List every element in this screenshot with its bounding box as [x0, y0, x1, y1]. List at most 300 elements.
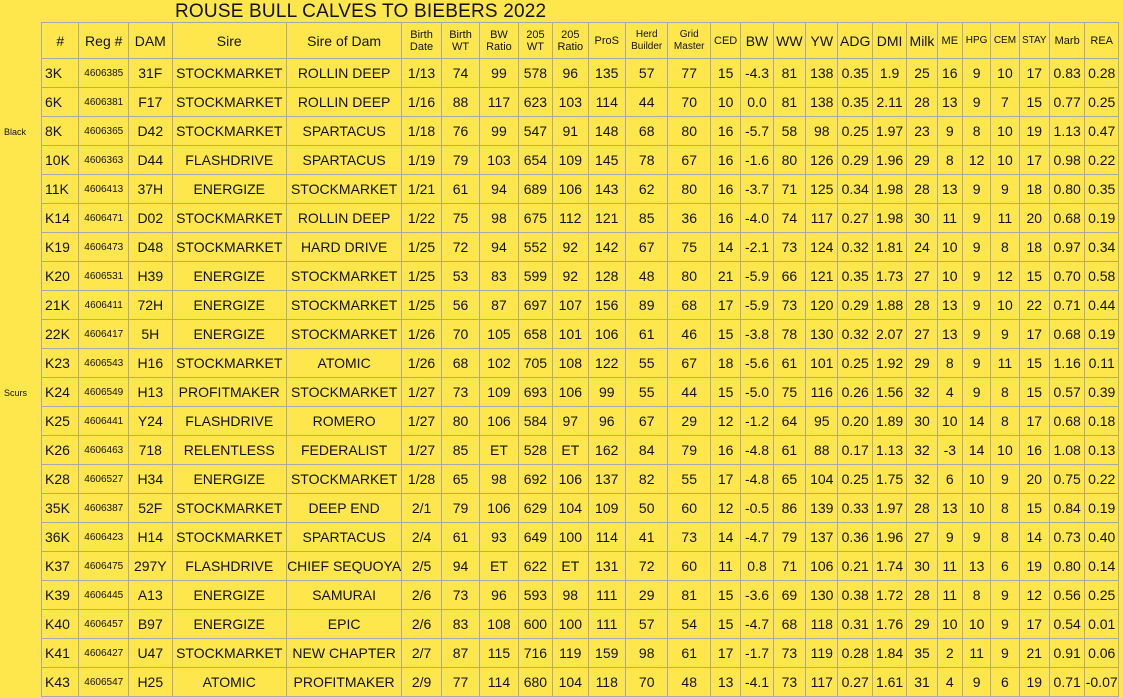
cell-number: K28	[42, 465, 79, 494]
cell-205-wt: 578	[518, 59, 552, 88]
cell-ww: 61	[773, 436, 805, 465]
col-header-stay: STAY	[1019, 23, 1049, 59]
cell-me: 13	[937, 291, 962, 320]
cell-hpg: 9	[962, 349, 990, 378]
cell-stay: 17	[1019, 320, 1049, 349]
cell-205-wt: 622	[518, 552, 552, 581]
cell-marb: 0.83	[1049, 59, 1084, 88]
cell-me: 4	[937, 378, 962, 407]
cell-grid-master: 73	[668, 523, 711, 552]
cell-birth-date: 2/6	[402, 581, 441, 610]
cell-hpg: 14	[962, 407, 990, 436]
cell-cem: 10	[991, 291, 1019, 320]
cell-cem: 8	[991, 378, 1019, 407]
cell-birth-date: 1/16	[402, 88, 441, 117]
cell-205-wt: 716	[518, 639, 552, 668]
cell-marb: 0.73	[1049, 523, 1084, 552]
table-row	[42, 378, 1119, 407]
cell-bw: -5.6	[741, 349, 773, 378]
cell-205-wt: 693	[518, 378, 552, 407]
cell-ced: 15	[710, 378, 740, 407]
cell-bw: -2.1	[741, 233, 773, 262]
cell-dmi: 1.98	[872, 175, 906, 204]
cell-205-ratio: 106	[553, 465, 588, 494]
cell-sire-of-dam: SPARTACUS	[286, 117, 401, 146]
cell-bw: -4.7	[741, 523, 773, 552]
cell-pros: 148	[588, 117, 625, 146]
cell-ww: 75	[773, 378, 805, 407]
cell-ced: 18	[710, 349, 740, 378]
cell-milk: 29	[907, 610, 937, 639]
cell-milk: 30	[907, 204, 937, 233]
cell-205-ratio: 98	[553, 581, 588, 610]
cell-birth-wt: 75	[441, 204, 479, 233]
cell-ced: 15	[710, 581, 740, 610]
cell-stay: 17	[1019, 407, 1049, 436]
cell-205-ratio: 107	[553, 291, 588, 320]
sheet-title: ROUSE BULL CALVES TO BIEBERS 2022	[175, 1, 547, 22]
cell-me: 10	[937, 233, 962, 262]
cell-adg: 0.27	[838, 204, 872, 233]
cell-cem: 10	[991, 146, 1019, 175]
cell-herd-builder: 85	[625, 204, 668, 233]
cell-adg: 0.36	[838, 523, 872, 552]
cell-bw: -3.8	[741, 320, 773, 349]
cell-dam: H39	[129, 262, 173, 291]
cell-ww: 64	[773, 407, 805, 436]
cell-adg: 0.29	[838, 146, 872, 175]
table-row	[42, 262, 1119, 291]
cell-stay: 14	[1019, 523, 1049, 552]
cell-hpg: 9	[962, 320, 990, 349]
cell-number: K23	[42, 349, 79, 378]
col-header-herd-builder: Herd Builder	[625, 23, 668, 59]
cell-number: 36K	[42, 523, 79, 552]
cell-sire: STOCKMARKET	[172, 117, 286, 146]
cell-pros: 135	[588, 59, 625, 88]
col-header-sire: Sire	[172, 23, 286, 59]
col-header-pros: ProS	[588, 23, 625, 59]
col-header-sire-of-dam: Sire of Dam	[286, 23, 401, 59]
cell-stay: 12	[1019, 581, 1049, 610]
cell-marb: 0.54	[1049, 610, 1084, 639]
cell-me: 13	[937, 88, 962, 117]
cell-dmi: 1.98	[872, 204, 906, 233]
cell-sire: STOCKMARKET	[172, 639, 286, 668]
cell-stay: 18	[1019, 233, 1049, 262]
cell-stay: 15	[1019, 262, 1049, 291]
cell-sire: STOCKMARKET	[172, 233, 286, 262]
cell-sire-of-dam: ROLLIN DEEP	[286, 88, 401, 117]
cell-grid-master: 36	[668, 204, 711, 233]
cell-dmi: 1.9	[872, 59, 906, 88]
cell-reg: 4606475	[79, 552, 129, 581]
cell-bw: -0.5	[741, 494, 773, 523]
cell-rea: 0.01	[1085, 610, 1119, 639]
cell-milk: 35	[907, 639, 937, 668]
cell-birth-date: 1/27	[402, 407, 441, 436]
cell-adg: 0.21	[838, 552, 872, 581]
cell-bw-ratio: 83	[480, 262, 518, 291]
cell-sire: STOCKMARKET	[172, 88, 286, 117]
cell-birth-date: 2/7	[402, 639, 441, 668]
cell-yw: 119	[806, 639, 838, 668]
cell-number: K24	[42, 378, 79, 407]
calves-table	[41, 22, 1119, 697]
table-row	[42, 320, 1119, 349]
cell-me: 16	[937, 59, 962, 88]
cell-stay: 19	[1019, 552, 1049, 581]
cell-205-ratio: 96	[553, 59, 588, 88]
cell-pros: 114	[588, 88, 625, 117]
cell-bw: -4.3	[741, 59, 773, 88]
cell-marb: 0.80	[1049, 552, 1084, 581]
cell-ww: 81	[773, 88, 805, 117]
cell-me: 4	[937, 668, 962, 697]
cell-sire: ENERGIZE	[172, 291, 286, 320]
cell-ced: 14	[710, 523, 740, 552]
cell-bw-ratio: 93	[480, 523, 518, 552]
cell-number: 11K	[42, 175, 79, 204]
cell-adg: 0.20	[838, 407, 872, 436]
cell-me: 11	[937, 581, 962, 610]
cell-bw: -4.8	[741, 465, 773, 494]
cell-dam: 718	[129, 436, 173, 465]
table-row	[42, 117, 1119, 146]
cell-reg: 4606417	[79, 320, 129, 349]
table-row	[42, 233, 1119, 262]
cell-dam: H14	[129, 523, 173, 552]
cell-reg: 4606445	[79, 581, 129, 610]
cell-pros: 111	[588, 610, 625, 639]
cell-adg: 0.34	[838, 175, 872, 204]
cell-ww: 69	[773, 581, 805, 610]
cell-birth-date: 2/9	[402, 668, 441, 697]
cell-ww: 74	[773, 204, 805, 233]
cell-bw: 0.0	[741, 88, 773, 117]
cell-sire-of-dam: STOCKMARKET	[286, 291, 401, 320]
cell-number: K37	[42, 552, 79, 581]
cell-dam: 52F	[129, 494, 173, 523]
cell-herd-builder: 70	[625, 668, 668, 697]
cell-dmi: 1.81	[872, 233, 906, 262]
cell-sire: ENERGIZE	[172, 262, 286, 291]
cell-rea: 0.25	[1085, 88, 1119, 117]
cell-herd-builder: 55	[625, 349, 668, 378]
cell-pros: 162	[588, 436, 625, 465]
cell-cem: 8	[991, 407, 1019, 436]
cell-dmi: 1.84	[872, 639, 906, 668]
cell-grid-master: 60	[668, 552, 711, 581]
cell-yw: 98	[806, 117, 838, 146]
cell-number: K25	[42, 407, 79, 436]
cell-sire: ENERGIZE	[172, 610, 286, 639]
cell-grid-master: 29	[668, 407, 711, 436]
cell-me: 10	[937, 407, 962, 436]
cell-bw: -4.1	[741, 668, 773, 697]
cell-hpg: 9	[962, 523, 990, 552]
cell-bw: -1.6	[741, 146, 773, 175]
table-row	[42, 175, 1119, 204]
col-header-number: #	[42, 23, 79, 59]
cell-number: K40	[42, 610, 79, 639]
cell-milk: 30	[907, 552, 937, 581]
cell-205-wt: 705	[518, 349, 552, 378]
cell-sire: STOCKMARKET	[172, 523, 286, 552]
cell-herd-builder: 55	[625, 378, 668, 407]
cell-sire: ENERGIZE	[172, 175, 286, 204]
cell-herd-builder: 44	[625, 88, 668, 117]
cell-grid-master: 60	[668, 494, 711, 523]
cell-birth-wt: 80	[441, 407, 479, 436]
cell-birth-date: 1/22	[402, 204, 441, 233]
cell-reg: 4606427	[79, 639, 129, 668]
table-row	[42, 494, 1119, 523]
cell-bw-ratio: 114	[480, 668, 518, 697]
cell-milk: 32	[907, 436, 937, 465]
cell-reg: 4606441	[79, 407, 129, 436]
cell-grid-master: 67	[668, 349, 711, 378]
cell-ced: 14	[710, 233, 740, 262]
cell-205-wt: 680	[518, 668, 552, 697]
cell-yw: 130	[806, 320, 838, 349]
cell-dam: 5H	[129, 320, 173, 349]
cell-bw: -4.7	[741, 610, 773, 639]
cell-sire-of-dam: SPARTACUS	[286, 523, 401, 552]
cell-rea: 0.40	[1085, 523, 1119, 552]
cell-dmi: 1.92	[872, 349, 906, 378]
cell-205-ratio: ET	[553, 436, 588, 465]
col-header-birth-wt: Birth WT	[441, 23, 479, 59]
cell-sire: FLASHDRIVE	[172, 552, 286, 581]
table-row	[42, 204, 1119, 233]
col-header-205-wt: 205 WT	[518, 23, 552, 59]
cell-number: 6K	[42, 88, 79, 117]
cell-cem: 9	[991, 320, 1019, 349]
cell-number: K39	[42, 581, 79, 610]
cell-cem: 10	[991, 59, 1019, 88]
cell-rea: 0.44	[1085, 291, 1119, 320]
cell-205-ratio: 97	[553, 407, 588, 436]
cell-dam: D44	[129, 146, 173, 175]
col-header-hpg: HPG	[962, 23, 990, 59]
cell-me: 13	[937, 494, 962, 523]
cell-number: 21K	[42, 291, 79, 320]
cell-cem: 10	[991, 117, 1019, 146]
cell-ww: 73	[773, 291, 805, 320]
cell-stay: 15	[1019, 378, 1049, 407]
side-label-black: Black	[4, 127, 27, 137]
cell-milk: 27	[907, 523, 937, 552]
cell-sire-of-dam: STOCKMARKET	[286, 320, 401, 349]
cell-dmi: 1.13	[872, 436, 906, 465]
cell-hpg: 13	[962, 552, 990, 581]
header-row	[42, 23, 1119, 59]
cell-dmi: 1.56	[872, 378, 906, 407]
cell-birth-date: 1/26	[402, 349, 441, 378]
cell-birth-wt: 68	[441, 349, 479, 378]
cell-pros: 106	[588, 320, 625, 349]
col-header-dmi: DMI	[872, 23, 906, 59]
cell-sire-of-dam: STOCKMARKET	[286, 175, 401, 204]
cell-grid-master: 70	[668, 88, 711, 117]
cell-sire: ENERGIZE	[172, 465, 286, 494]
cell-hpg: 9	[962, 88, 990, 117]
cell-marb: 0.80	[1049, 175, 1084, 204]
cell-yw: 125	[806, 175, 838, 204]
cell-milk: 29	[907, 146, 937, 175]
cell-hpg: 9	[962, 378, 990, 407]
cell-adg: 0.32	[838, 233, 872, 262]
cell-bw-ratio: 103	[480, 146, 518, 175]
table-row	[42, 610, 1119, 639]
cell-birth-wt: 61	[441, 175, 479, 204]
cell-me: 9	[937, 523, 962, 552]
cell-birth-date: 1/27	[402, 436, 441, 465]
cell-adg: 0.35	[838, 59, 872, 88]
cell-reg: 4606411	[79, 291, 129, 320]
cell-milk: 28	[907, 291, 937, 320]
cell-ww: 71	[773, 552, 805, 581]
col-header-yw: YW	[806, 23, 838, 59]
cell-205-wt: 658	[518, 320, 552, 349]
cell-ww: 73	[773, 668, 805, 697]
cell-205-wt: 552	[518, 233, 552, 262]
cell-205-ratio: 101	[553, 320, 588, 349]
cell-yw: 120	[806, 291, 838, 320]
cell-stay: 16	[1019, 436, 1049, 465]
cell-dam: 297Y	[129, 552, 173, 581]
cell-marb: 0.68	[1049, 320, 1084, 349]
table-row	[42, 407, 1119, 436]
cell-dam: H16	[129, 349, 173, 378]
cell-grid-master: 54	[668, 610, 711, 639]
cell-ced: 16	[710, 175, 740, 204]
cell-205-wt: 629	[518, 494, 552, 523]
col-header-dam: DAM	[129, 23, 173, 59]
cell-grid-master: 80	[668, 117, 711, 146]
cell-yw: 126	[806, 146, 838, 175]
cell-pros: 159	[588, 639, 625, 668]
cell-yw: 124	[806, 233, 838, 262]
cell-205-ratio: ET	[553, 552, 588, 581]
cell-sire: PROFITMAKER	[172, 378, 286, 407]
cell-dmi: 1.96	[872, 523, 906, 552]
cell-adg: 0.35	[838, 88, 872, 117]
cell-stay: 22	[1019, 291, 1049, 320]
col-header-reg: Reg #	[79, 23, 129, 59]
cell-hpg: 9	[962, 262, 990, 291]
cell-sire-of-dam: FEDERALIST	[286, 436, 401, 465]
cell-hpg: 12	[962, 146, 990, 175]
cell-reg: 4606543	[79, 349, 129, 378]
cell-cem: 7	[991, 88, 1019, 117]
cell-hpg: 9	[962, 233, 990, 262]
cell-hpg: 9	[962, 175, 990, 204]
cell-bw-ratio: ET	[480, 552, 518, 581]
cell-me: 13	[937, 175, 962, 204]
cell-bw-ratio: 102	[480, 349, 518, 378]
cell-herd-builder: 50	[625, 494, 668, 523]
cell-hpg: 8	[962, 581, 990, 610]
cell-ced: 15	[710, 610, 740, 639]
cell-herd-builder: 72	[625, 552, 668, 581]
cell-205-ratio: 112	[553, 204, 588, 233]
cell-birth-wt: 74	[441, 59, 479, 88]
cell-ww: 61	[773, 349, 805, 378]
cell-birth-date: 2/5	[402, 552, 441, 581]
cell-yw: 106	[806, 552, 838, 581]
cell-ced: 16	[710, 204, 740, 233]
cell-yw: 101	[806, 349, 838, 378]
cell-rea: 0.47	[1085, 117, 1119, 146]
cell-grid-master: 44	[668, 378, 711, 407]
cell-adg: 0.17	[838, 436, 872, 465]
cell-dam: U47	[129, 639, 173, 668]
cell-adg: 0.32	[838, 320, 872, 349]
cell-herd-builder: 61	[625, 320, 668, 349]
cell-rea: 0.11	[1085, 349, 1119, 378]
cell-number: K14	[42, 204, 79, 233]
cell-ced: 10	[710, 88, 740, 117]
cell-grid-master: 81	[668, 581, 711, 610]
cell-stay: 19	[1019, 668, 1049, 697]
cell-sire-of-dam: ROLLIN DEEP	[286, 59, 401, 88]
cell-cem: 6	[991, 668, 1019, 697]
cell-herd-builder: 62	[625, 175, 668, 204]
cell-sire-of-dam: EPIC	[286, 610, 401, 639]
cell-birth-date: 1/18	[402, 117, 441, 146]
cell-sire-of-dam: CHIEF SEQUOYA	[286, 552, 401, 581]
cell-dmi: 2.11	[872, 88, 906, 117]
col-header-ced: CED	[710, 23, 740, 59]
cell-hpg: 10	[962, 494, 990, 523]
cell-bw-ratio: 99	[480, 117, 518, 146]
cell-stay: 17	[1019, 610, 1049, 639]
cell-ww: 71	[773, 175, 805, 204]
cell-dmi: 1.88	[872, 291, 906, 320]
cell-reg: 4606365	[79, 117, 129, 146]
cell-stay: 17	[1019, 59, 1049, 88]
cell-adg: 0.35	[838, 262, 872, 291]
cell-ced: 16	[710, 117, 740, 146]
cell-birth-date: 1/21	[402, 175, 441, 204]
cell-bw: -1.2	[741, 407, 773, 436]
cell-205-ratio: 100	[553, 610, 588, 639]
cell-adg: 0.31	[838, 610, 872, 639]
cell-205-wt: 692	[518, 465, 552, 494]
cell-dmi: 1.73	[872, 262, 906, 291]
cell-sire-of-dam: PROFITMAKER	[286, 668, 401, 697]
cell-marb: 1.08	[1049, 436, 1084, 465]
cell-birth-date: 1/25	[402, 233, 441, 262]
cell-reg: 4606549	[79, 378, 129, 407]
col-header-cem: CEM	[991, 23, 1019, 59]
cell-milk: 29	[907, 349, 937, 378]
cell-marb: 0.84	[1049, 494, 1084, 523]
cell-cem: 8	[991, 494, 1019, 523]
table-row	[42, 59, 1119, 88]
cell-hpg: 10	[962, 610, 990, 639]
cell-herd-builder: 98	[625, 639, 668, 668]
cell-me: 6	[937, 465, 962, 494]
cell-adg: 0.25	[838, 465, 872, 494]
cell-sire-of-dam: HARD DRIVE	[286, 233, 401, 262]
cell-rea: 0.25	[1085, 581, 1119, 610]
cell-205-ratio: 109	[553, 146, 588, 175]
cell-rea: 0.35	[1085, 175, 1119, 204]
cell-sire: FLASHDRIVE	[172, 407, 286, 436]
